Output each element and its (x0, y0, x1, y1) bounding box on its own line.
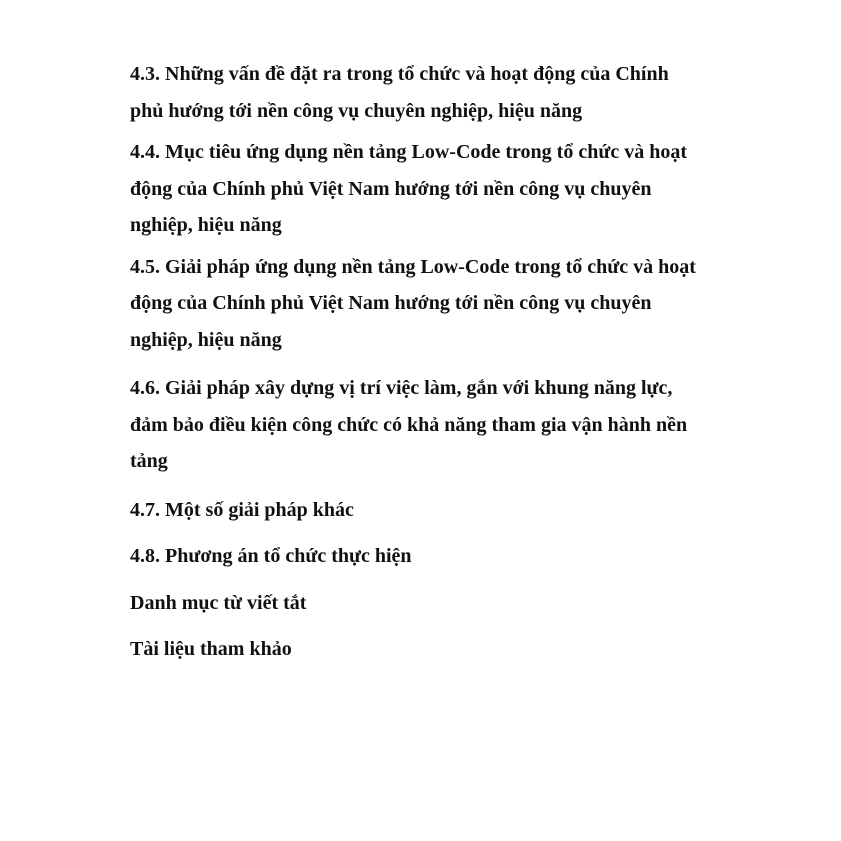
toc-entry-line: 4.6. Giải pháp xây dựng vị trí việc làm, gắn với khung năng lực, (130, 377, 673, 399)
toc-entry-line: 4.3. Những vấn đề đặt ra trong tổ chức và hoạt động của Chính (130, 63, 669, 85)
toc-entry-line: 4.8. Phương án tổ chức thực hiện (130, 545, 412, 567)
toc-entry-line: nghiệp, hiệu năng (130, 214, 282, 236)
toc-entry-4-4 (130, 134, 745, 244)
toc-entry-abbreviations (130, 585, 745, 622)
toc-entry-line: 4.4. Mục tiêu ứng dụng nền tảng Low-Code trong tổ chức và hoạt (130, 141, 688, 163)
toc-entry-4-7 (130, 492, 745, 529)
toc-entry-line: Danh mục từ viết tắt (130, 591, 307, 614)
toc-entry-line: 4.7. Một số giải pháp khác (130, 498, 354, 521)
toc-entry-line: đảm bảo điều kiện công chức có khả năng tham gia vận hành nền (130, 413, 688, 436)
toc-entry-line: động của Chính phủ Việt Nam hướng tới nền công vụ chuyên (130, 177, 652, 200)
toc-entry-line: 4.5. Giải pháp ứng dụng nền tảng Low-Code trong tổ chức và hoạt (130, 255, 696, 278)
toc-entry-line: nghiệp, hiệu năng (130, 328, 282, 351)
toc-entry-line: Tài liệu tham khảo (130, 638, 292, 660)
toc-entry-4-6 (130, 370, 745, 480)
toc-entry-4-5 (130, 249, 745, 359)
toc-entry-line: tảng (130, 450, 168, 472)
toc-entry-line: phủ hướng tới nền công vụ chuyên nghiệp, hiệu năng (130, 99, 583, 122)
toc-entry-4-8 (130, 538, 745, 575)
table-of-contents (130, 56, 745, 668)
toc-entry-line: động của Chính phủ Việt Nam hướng tới nền công vụ chuyên (130, 292, 652, 314)
toc-entry-references (130, 631, 745, 668)
toc-entry-4-3 (130, 56, 745, 129)
